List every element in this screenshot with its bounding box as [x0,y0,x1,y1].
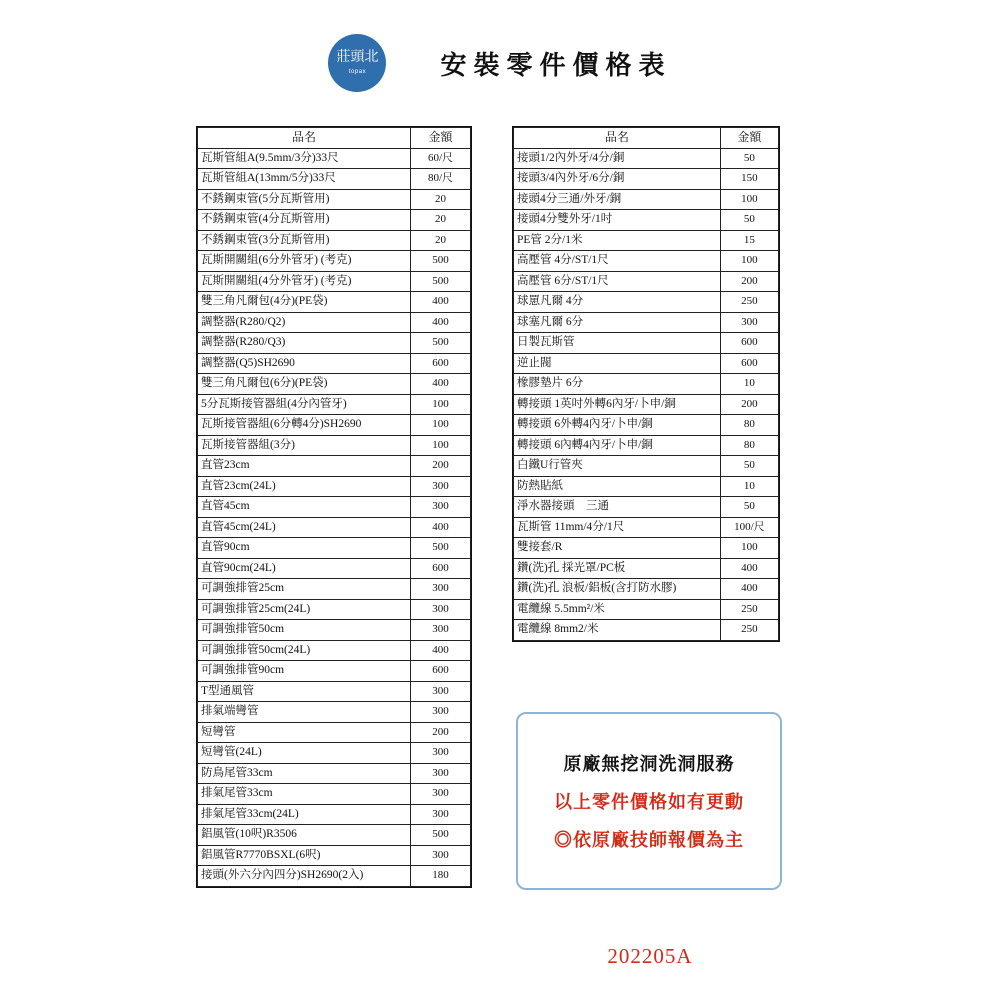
item-amount: 60/尺 [410,148,470,169]
item-amount: 300 [410,497,470,518]
item-name: 調整器(R280/Q2) [198,312,411,333]
table-row [514,415,779,436]
table-row [514,579,779,600]
item-name: 短彎管 [198,722,411,743]
table-row [514,620,779,641]
table-row [514,148,779,169]
page-title: 安裝零件價格表 [440,49,672,80]
item-amount: 10 [720,374,778,395]
table-row [198,169,471,190]
item-name: 不銹鋼束管(3分瓦斯管用) [198,230,411,251]
item-name: 防熱貼紙 [514,476,721,497]
item-amount: 300 [410,579,470,600]
item-amount: 300 [410,599,470,620]
table-row [198,640,471,661]
item-amount: 100 [410,415,470,436]
item-name: 接頭4分三通/外牙/銅 [514,189,721,210]
table-row [198,702,471,723]
table-row [198,333,471,354]
table-row [514,435,779,456]
table-row [514,599,779,620]
item-name: 雙三角凡爾包(4分)(PE袋) [198,292,411,313]
column-header-amount: 金額 [720,128,778,149]
table-row [198,312,471,333]
item-amount: 100 [720,189,778,210]
table-head-right [514,128,779,149]
item-name: T型通風管 [198,681,411,702]
item-amount: 300 [410,845,470,866]
item-name: 短彎管(24L) [198,743,411,764]
item-name: 瓦斯接管器組(6分轉4分)SH2690 [198,415,411,436]
table-row [198,517,471,538]
item-amount: 15 [720,230,778,251]
item-amount: 250 [720,620,778,641]
item-name: 轉接頭 6內轉4內牙/卜申/銅 [514,435,721,456]
item-amount: 50 [720,148,778,169]
table-row [198,210,471,231]
item-amount: 300 [410,784,470,805]
item-amount: 100 [410,435,470,456]
item-amount: 300 [410,763,470,784]
item-name: 鋁風管(10呎)R3506 [198,825,411,846]
item-amount: 180 [410,866,470,887]
table-row [514,189,779,210]
table-row [198,845,471,866]
item-name: PE管 2分/1米 [514,230,721,251]
table-row [514,312,779,333]
item-amount: 300 [410,476,470,497]
item-name: 球塞凡爾 6分 [514,312,721,333]
table-row [198,415,471,436]
notice-box [516,712,782,890]
item-amount: 300 [410,702,470,723]
item-amount: 600 [720,333,778,354]
item-name: 淨水器接頭 三通 [514,497,721,518]
table-row [514,169,779,190]
item-amount: 100 [720,251,778,272]
table-row [198,497,471,518]
item-name: 雙三角凡爾包(6分)(PE袋) [198,374,411,395]
item-name: 電纜線 8mm2/米 [514,620,721,641]
table-row [198,148,471,169]
table-row [514,230,779,251]
table-body-right [514,148,779,640]
table-row [514,538,779,559]
item-name: 瓦斯開關組(4分外管牙) (考克) [198,271,411,292]
item-name: 鑽(洗)孔 採光罩/PC板 [514,558,721,579]
item-name: 排氣尾管33cm(24L) [198,804,411,825]
table-row [514,456,779,477]
table-row [514,374,779,395]
item-amount: 400 [410,640,470,661]
table-row [198,292,471,313]
item-name: 瓦斯管組A(13mm/5分)33尺 [198,169,411,190]
table-row [198,558,471,579]
item-name: 高壓管 4分/ST/1尺 [514,251,721,272]
item-name: 排氣尾管33cm [198,784,411,805]
item-amount: 50 [720,456,778,477]
item-name: 不銹鋼束管(4分瓦斯管用) [198,210,411,231]
item-name: 調整器(Q5)SH2690 [198,353,411,374]
table-row [198,743,471,764]
item-amount: 100/尺 [720,517,778,538]
item-amount: 50 [720,497,778,518]
table-row [198,599,471,620]
table-row [198,681,471,702]
item-name: 可調強排管50cm(24L) [198,640,411,661]
item-amount: 20 [410,230,470,251]
item-amount: 200 [410,456,470,477]
table-row [198,866,471,887]
table-row [198,251,471,272]
item-name: 鑽(洗)孔 浪板/鋁板(含打防水膠) [514,579,721,600]
item-amount: 250 [720,599,778,620]
item-amount: 300 [720,312,778,333]
brand-logo-main: 莊頭北 [336,50,379,65]
item-name: 可調強排管25cm(24L) [198,599,411,620]
table-row [198,579,471,600]
table-head-left [198,128,471,149]
table-row [514,292,779,313]
item-amount: 500 [410,538,470,559]
table-row [198,538,471,559]
item-amount: 500 [410,251,470,272]
table-row [514,333,779,354]
item-name: 瓦斯接管器組(3分) [198,435,411,456]
column-header-name: 品名 [198,128,411,149]
item-name: 逆止閥 [514,353,721,374]
item-name: 調整器(R280/Q3) [198,333,411,354]
table-row [514,394,779,415]
item-amount: 600 [410,353,470,374]
item-name: 不銹鋼束管(5分瓦斯管用) [198,189,411,210]
table-row [514,497,779,518]
table-row [198,661,471,682]
item-amount: 400 [720,558,778,579]
table-row [198,456,471,477]
item-amount: 10 [720,476,778,497]
item-name: 直管23cm(24L) [198,476,411,497]
table-row [198,825,471,846]
item-name: 球罳凡爾 4分 [514,292,721,313]
item-amount: 100 [720,538,778,559]
item-name: 瓦斯管組A(9.5mm/3分)33尺 [198,148,411,169]
item-name: 瓦斯開關組(6分外管牙) (考克) [198,251,411,272]
table-body-left [198,148,471,886]
item-name: 接頭(外六分內四分)SH2690(2入) [198,866,411,887]
table-row [198,353,471,374]
item-amount: 400 [720,579,778,600]
item-amount: 300 [410,681,470,702]
item-name: 轉接頭 1英吋外轉6內牙/卜申/銅 [514,394,721,415]
table-row [198,271,471,292]
item-amount: 400 [410,517,470,538]
notice-line-3: ◎依原廠技師報價為主 [554,830,744,850]
item-amount: 400 [410,292,470,313]
item-amount: 200 [720,271,778,292]
table-row [514,558,779,579]
document-code: 202205A [607,944,693,968]
item-name: 接頭4分雙外牙/1吋 [514,210,721,231]
table-row [198,784,471,805]
table-row [514,251,779,272]
table-row [198,476,471,497]
item-name: 可調強排管90cm [198,661,411,682]
price-table-right [512,126,780,642]
item-amount: 150 [720,169,778,190]
price-table-left-table [197,127,471,887]
item-amount: 500 [410,825,470,846]
item-amount: 80 [720,435,778,456]
item-name: 直管45cm [198,497,411,518]
notice-line-1: 原廠無挖洞洗洞服務 [563,754,735,774]
table-row [198,763,471,784]
column-header-amount: 金額 [410,128,470,149]
table-row [514,271,779,292]
item-amount: 300 [410,804,470,825]
item-name: 鋁風管R7770BSXL(6呎) [198,845,411,866]
table-row [514,210,779,231]
item-name: 高壓管 6分/ST/1尺 [514,271,721,292]
table-header-row [514,128,779,149]
item-amount: 600 [720,353,778,374]
item-amount: 300 [410,620,470,641]
column-header-name: 品名 [514,128,721,149]
item-name: 直管90cm [198,538,411,559]
item-name: 防鳥尾管33cm [198,763,411,784]
item-name: 可調強排管25cm [198,579,411,600]
item-name: 可調強排管50cm [198,620,411,641]
table-row [514,517,779,538]
table-row [198,722,471,743]
item-name: 橡膠墊片 6分 [514,374,721,395]
item-amount: 50 [720,210,778,231]
item-amount: 400 [410,312,470,333]
table-row [198,394,471,415]
table-row [514,476,779,497]
item-amount: 80 [720,415,778,436]
item-name: 5分瓦斯接管器組(4分內管牙) [198,394,411,415]
item-name: 直管45cm(24L) [198,517,411,538]
item-amount: 250 [720,292,778,313]
document-header [0,28,1000,98]
table-row [514,353,779,374]
item-amount: 80/尺 [410,169,470,190]
price-table-right-table [513,127,779,641]
brand-logo [328,34,386,92]
item-name: 排氣端彎管 [198,702,411,723]
item-name: 瓦斯管 11mm/4分/1尺 [514,517,721,538]
item-amount: 400 [410,374,470,395]
item-amount: 600 [410,558,470,579]
table-row [198,804,471,825]
item-amount: 20 [410,189,470,210]
table-header-row [198,128,471,149]
item-amount: 300 [410,743,470,764]
table-row [198,435,471,456]
item-amount: 200 [410,722,470,743]
price-table-left [196,126,472,888]
table-row [198,374,471,395]
item-amount: 600 [410,661,470,682]
item-amount: 200 [720,394,778,415]
item-name: 直管90cm(24L) [198,558,411,579]
table-row [198,189,471,210]
item-amount: 100 [410,394,470,415]
item-amount: 500 [410,333,470,354]
notice-line-2: 以上零件價格如有更動 [554,792,744,812]
item-name: 雙接套/R [514,538,721,559]
brand-logo-sub: topax [348,68,367,75]
item-name: 接頭3/4內外牙/6分/銅 [514,169,721,190]
table-row [198,230,471,251]
item-name: 日製瓦斯管 [514,333,721,354]
item-amount: 20 [410,210,470,231]
table-row [198,620,471,641]
item-name: 轉接頭 6外轉4內牙/卜申/銅 [514,415,721,436]
item-amount: 500 [410,271,470,292]
item-name: 直管23cm [198,456,411,477]
item-name: 接頭1/2內外牙/4分/銅 [514,148,721,169]
item-name: 電纜線 5.5mm²/米 [514,599,721,620]
item-name: 白鐵U行管夾 [514,456,721,477]
